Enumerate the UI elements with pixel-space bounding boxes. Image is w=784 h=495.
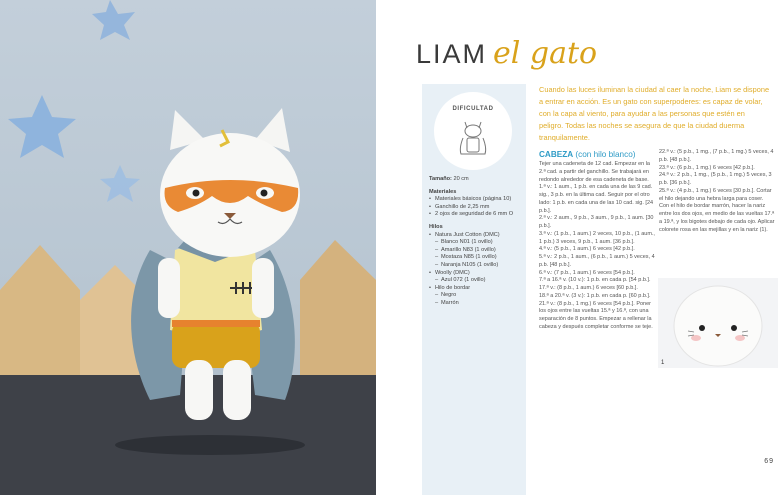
list-item: – Blanco N01 (1 ovillo) (429, 239, 525, 247)
heading-bold: CABEZA (539, 150, 574, 159)
list-item: • Woolly (DMC) (429, 270, 525, 278)
pattern-step: 21.ª v.: (8 p.b., 1 mg.) 6 veces [54 p.b.]. Poner los ojos entre las vueltas 15.ª y 16.ª, con una separación de 8 puntos. Empezar a rellenar la cabeza y después completar conforme se teje. (539, 300, 653, 330)
pattern-step: 5.ª v.: 2 p.b., 1 aum., (6 p.b., 1 aum.) 5 veces, 4 p.b. [48 p.b.]. (539, 254, 655, 268)
specs (429, 176, 525, 308)
list-item: – Naranja N105 (1 ovillo) (429, 262, 525, 270)
wooden-house (0, 245, 80, 385)
list-item: • Natura Just Cotton (DMC) (429, 232, 525, 240)
page-title (416, 36, 597, 71)
pattern-column-2 (659, 149, 777, 234)
difficulty-label: DIFICULTAD (452, 106, 494, 112)
star-decoration-top (92, 0, 135, 40)
pattern-step: 1.ª v.: 1 aum., 1 p.b. en cada una de las 9 cad. sig., 3 p.b. en la última cad. Seguir por el otro lado: 1 p.b. en cada una de las 10 cad. sig. [24 p.b.]. (539, 184, 654, 214)
pattern-step: 18.ª a 20.ª v. (3 v.): 1 p.b. en cada p. [60 p.b.]. (539, 292, 651, 299)
list-item: – Amarillo N83 (1 ovillo) (429, 247, 525, 255)
intro-paragraph: Cuando las luces iluminan la ciudad al caer la noche, Liam se dispone a entrar en acción. Es un gato con superpoderes: es capaz de volar, con la capa al viento, para ayudar a las personas que estén en peligro. Todas las noches se asegura de que la ciudad duerma tranquilamente. (539, 85, 770, 142)
title-name: LIAM (416, 39, 488, 69)
legs (185, 360, 213, 420)
star-decoration-mid (100, 165, 140, 202)
yarns-list (429, 232, 525, 308)
photo-caption-number: 1 (661, 360, 665, 366)
pattern-step: 3.ª v.: (1 p.b., 1 aum.) 2 veces, 10 p.b., (1 aum., 1 p.b.) 3 veces, 9 p.b., 1 aum. [36 p.b.]. (539, 230, 655, 245)
cat-outline-icon (455, 116, 491, 156)
pattern-page (376, 0, 784, 495)
materials-list (429, 196, 525, 219)
amigurumi-cat-photo (0, 0, 376, 495)
list-item: • 2 ojos de seguridad de 6 mm O (429, 211, 525, 219)
star-decoration-left (8, 95, 76, 158)
pattern-step: 17.ª v.: (8 p.b., 1 aum.) 6 veces [60 p.b.]. (539, 285, 638, 291)
head-detail-photo (658, 278, 778, 368)
list-item: – Azul 072 (1 ovillo) (429, 277, 525, 285)
list-item: • Materiales básicos (página 10) (429, 196, 525, 204)
title-script: el gato (493, 36, 598, 71)
pattern-step: 25.ª v.: (4 p.b., 1 mg.) 6 veces [30 p.b.]. Cortar el hilo dejando una hebra larga para coser. (659, 187, 772, 202)
materials-sidebar (422, 84, 526, 495)
difficulty-badge (434, 92, 512, 170)
pattern-step: 22.ª v.: (5 p.b., 1 mg., (7 p.b., 1 mg.) 5 veces, 4 p.b. [48 p.b.]. (659, 149, 774, 163)
pattern-step: 23.ª v.: (6 p.b., 1 mg.) 6 veces [42 p.b.]. (659, 164, 755, 171)
yarns-label: Hilos (429, 223, 443, 230)
pattern-step: Con el hilo de bordar marrón, hacer la nariz entre los dos ojos, en medio de las vueltas 17.ª a 19.ª, y los bigotes debajo de cada ojo. Aplicar colorete rosa en las mejillas y en la nariz (1). (659, 203, 775, 233)
list-item: • Ganchillo de 2,25 mm (429, 204, 525, 212)
section-heading (539, 149, 657, 160)
list-item: • Hilo de bordar (429, 285, 525, 293)
pattern-step: 7.ª a 16.ª v. (10 v.): 1 p.b. en cada p. [54 p.b.]. (539, 277, 651, 284)
pattern-step: 6.ª v.: (7 p.b., 1 aum.) 6 veces [54 p.b.]. (539, 269, 635, 276)
pattern-step: 4.ª v.: (5 p.b., 1 aum.) 6 veces [42 p.b.]. (539, 246, 635, 253)
list-item: – Mostaza N85 (1 ovillo) (429, 254, 525, 262)
size-value: 20 cm (453, 176, 469, 182)
list-item: – Negro (429, 292, 525, 300)
list-item: – Marrón (429, 300, 525, 308)
pattern-step: 24.ª v.: 2 p.b., 1 mg., (5 p.b., 1 mg.) 5 veces, 3 p.b. [36 p.b.]. (659, 172, 772, 186)
pattern-column-1 (539, 149, 657, 332)
page-number: 69 (764, 458, 774, 465)
pattern-step: 2.ª v.: 2 aum., 9 p.b., 3 aum., 9 p.b., 1 aum. [30 p.b.]. (539, 215, 654, 229)
pattern-step: Tejer una cadeneta de 12 cad. Empezar en la 2.ª cad. a partir del ganchillo. Se trabajará en redondo alrededor de esa cadeneta de base. (539, 161, 650, 183)
size-label: Tamaño: (429, 176, 452, 182)
materials-label: Materiales (429, 188, 457, 195)
heading-rest: (con hilo blanco) (575, 150, 636, 159)
